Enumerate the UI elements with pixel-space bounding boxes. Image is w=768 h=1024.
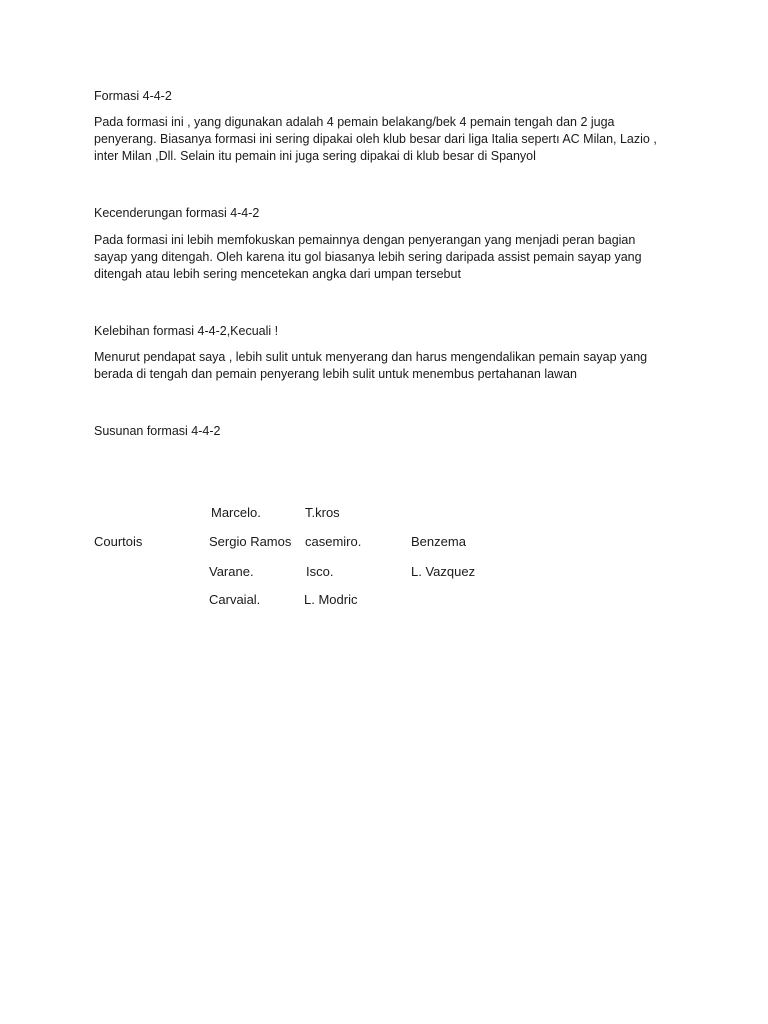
- midfielder-name: Isco.: [306, 564, 334, 579]
- section-paragraph-formasi: [94, 114, 686, 165]
- paragraph-line: berada di tengah dan pemain penyerang lebih sulit untuk menembus pertahanan lawan: [94, 367, 577, 381]
- defender-name: Marcelo.: [211, 505, 261, 520]
- midfielder-name: casemiro.: [305, 534, 362, 549]
- paragraph-line: ditengah atau lebih sering mencetekan angka dari umpan tersebut: [94, 267, 461, 281]
- midfielder-name: L. Modric: [304, 592, 358, 607]
- paragraph-line: sayap yang ditengah. Oleh karena itu gol biasanya lebih sering daripada assist pemain sayap yang: [94, 250, 642, 264]
- paragraph-line: Menurut pendapat saya , lebih sulit untuk menyerang dan harus mengendalikan pemain sayap yang: [94, 350, 648, 364]
- defender-name: Carvaial.: [209, 592, 261, 607]
- paragraph-line: inter Milan ,Dll. Selain itu pemain ini juga sering dipakai di klub besar di Spanyol: [94, 149, 536, 163]
- goalkeeper-name: Courtois: [94, 534, 143, 549]
- section-heading-formasi: Formasi 4-4-2: [94, 89, 172, 103]
- defender-name: Varane.: [209, 564, 254, 579]
- defender-name: Sergio Ramos: [209, 534, 292, 549]
- paragraph-line: Pada formasi ini , yang digunakan adalah 4 pemain belakang/bek 4 pemain tengah dan 2 juga: [94, 115, 615, 129]
- paragraph-line: penyerang. Biasanya formasi ini sering dipakai oleh klub besar dari liga Italia sepertı AC Milan, Lazio ,: [94, 132, 657, 146]
- section-heading-kelebihan: Kelebihan formasi 4-4-2,Kecuali !: [94, 324, 279, 338]
- lineup-heading: Susunan formasi 4-4-2: [94, 424, 221, 438]
- forward-name: L. Vazquez: [411, 564, 476, 579]
- section-paragraph-kelebihan: [94, 349, 686, 383]
- paragraph-line: Pada formasi ini lebih memfokuskan pemainnya dengan penyerangan yang menjadi peran bagian: [94, 233, 636, 247]
- midfielder-name: T.kros: [305, 505, 340, 520]
- section-paragraph-kecenderungan: [94, 232, 686, 283]
- section-heading-kecenderungan: Kecenderungan formasi 4-4-2: [94, 206, 260, 220]
- forward-name: Benzema: [411, 534, 466, 549]
